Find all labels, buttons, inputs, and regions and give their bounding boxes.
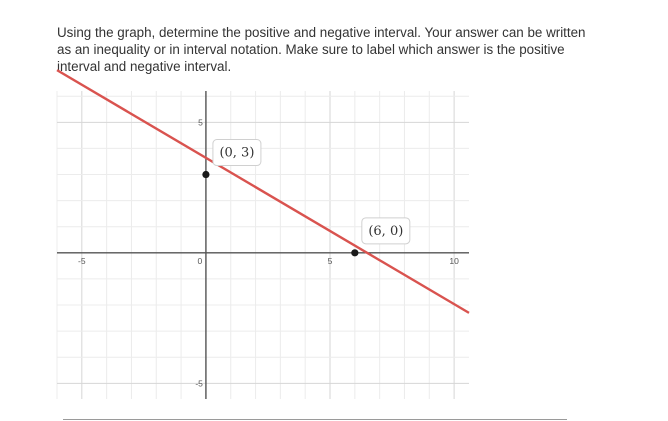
answer-underline[interactable] xyxy=(63,419,567,420)
point-label-text: (6, 0) xyxy=(368,223,404,239)
x-tick-label: 5 xyxy=(327,255,333,266)
point-label xyxy=(213,140,261,166)
y-tick-label: 5 xyxy=(198,117,203,128)
y-tick-label: -5 xyxy=(195,378,203,389)
series-line xyxy=(57,70,469,313)
question-text: Using the graph, determine the positive and negative interval. Your answer can be written as an inequality or in interval notation. Make sure to label which answer is the positive interval and negative interval. xyxy=(57,25,586,74)
data-point xyxy=(202,171,209,178)
x-tick-label: 0 xyxy=(197,255,203,266)
x-tick-label: -5 xyxy=(78,255,86,266)
data-point xyxy=(351,249,358,256)
point-label xyxy=(362,218,410,244)
point-label-text: (0, 3) xyxy=(219,145,255,161)
points-layer xyxy=(202,140,410,257)
x-tick-label: 10 xyxy=(449,255,459,266)
grid-lines xyxy=(57,91,469,399)
series-layer xyxy=(57,70,469,313)
axes xyxy=(57,91,469,399)
